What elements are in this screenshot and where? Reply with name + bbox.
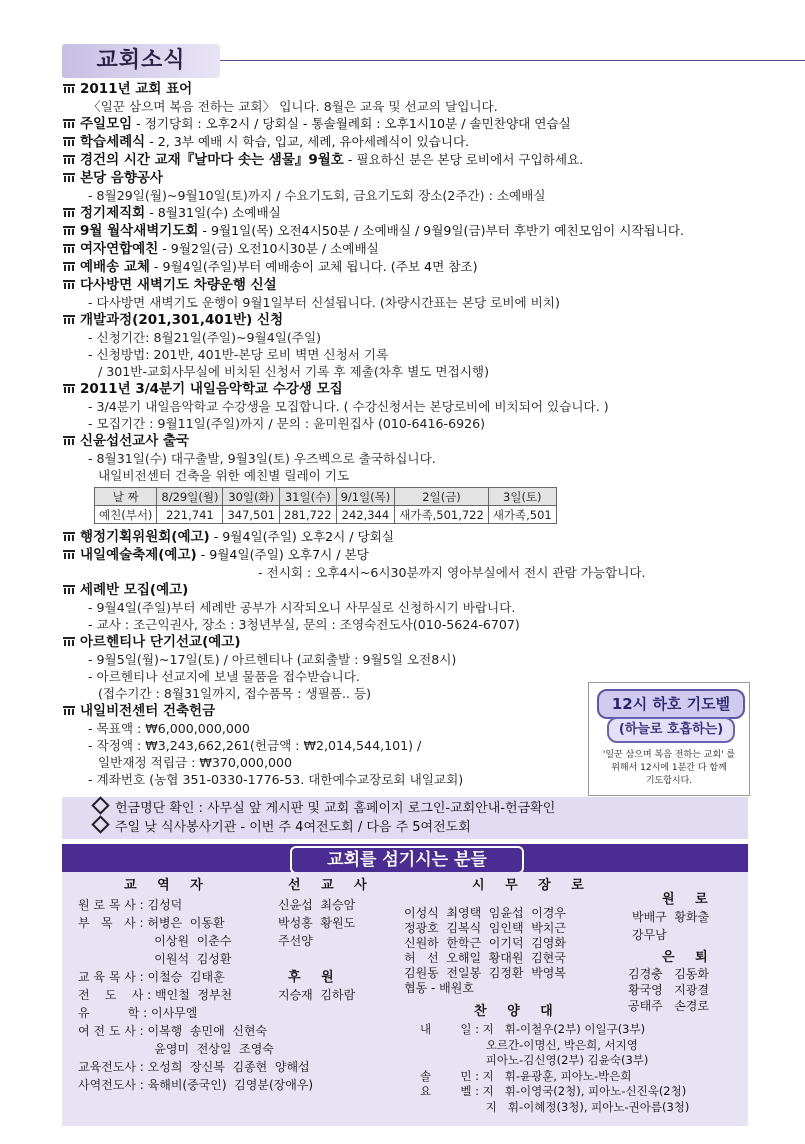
notice-line: 주일 낮 식사봉사기관 - 이번 주 4여전도회 / 다음 주 5여전도회	[62, 818, 748, 837]
bullet-icon	[63, 436, 75, 445]
table-cell: 새가족,501	[488, 506, 556, 524]
list-item: 유 학 : 이사무엘	[78, 1006, 198, 1020]
news-item-line: - 9월4일(주일)부터 세례반 공부가 시작되오니 사무실로 신청하시기 바랍니다.	[88, 600, 516, 615]
bullet-icon	[63, 208, 75, 217]
bullet-icon	[63, 550, 75, 559]
diamond-icon	[91, 815, 109, 833]
servers-title: 교회를 섬기시는 분들	[290, 846, 524, 874]
table-header-cell: 2일(금)	[395, 488, 489, 506]
news-item	[62, 546, 762, 581]
table-cell: 221,741	[157, 506, 223, 524]
table-cell: 새가족,501,722	[395, 506, 489, 524]
list-item: 박배구 황화출	[632, 910, 710, 924]
list-item: 부 목 사 : 허병은 이동환	[78, 916, 225, 930]
bullet-icon	[63, 384, 75, 393]
list-item: 이상원 이춘수	[78, 934, 232, 948]
news-item-subline: 일반재정 적립금 : ₩370,000,000	[98, 755, 292, 770]
news-item-heading: 세례반 모집(예고)	[62, 581, 762, 599]
news-item-heading: 개발과정(201,301,401반) 신청	[62, 311, 762, 329]
news-item-heading: 2011년 교회 표어	[62, 80, 762, 98]
bullet-icon	[63, 226, 75, 235]
list-item: 내 일 : 지 휘-이철우(2부) 이일구(3부)	[420, 1022, 646, 1036]
news-item-line: - 모집기간 : 9월11일(주일)까지 / 문의 : 윤미원집사 (010-6416-6926)	[88, 416, 486, 431]
bullet-icon	[63, 706, 75, 715]
news-item-line: 〈일꾼 삼으며 복음 전하는 교회〉 입니다. 8월은 교육 및 선교의 달입니다.	[88, 99, 498, 114]
list-item: 협동 - 배원호	[404, 981, 474, 995]
table-header-cell: 3일(토)	[488, 488, 556, 506]
retired-title: 은 퇴	[662, 950, 716, 965]
table-cell: 242,344	[336, 506, 395, 524]
news-item-subline: 내일비전센터 건축을 위한 예친별 릴레이 기도	[98, 468, 350, 483]
news-item-line: - 교사 : 조근익권사, 장소 : 3청년부실, 문의 : 조영숙전도사(010-5624-6707)	[88, 617, 520, 632]
news-item-line: - 다사방면 새벽기도 운행이 9월1일부터 신설됩니다. (차량시간표는 본당 로비에 비치)	[88, 295, 560, 310]
news-item	[62, 240, 762, 258]
support-title: 후 원	[288, 970, 342, 985]
bullet-icon	[63, 280, 75, 289]
bullet-icon	[63, 155, 75, 164]
news-item-heading: 내일비전센터 건축헌금	[62, 702, 762, 720]
news-item	[62, 133, 762, 151]
news-item	[62, 380, 762, 432]
news-item-line: - 계좌번호 (농협 351-0330-1776-53. 대한예수교장로회 내일교회)	[88, 772, 464, 787]
news-item	[62, 258, 762, 276]
news-item	[62, 115, 762, 133]
news-item	[62, 276, 762, 311]
table-header-cell: 8/29일(월)	[157, 488, 223, 506]
table-cell: 347,501	[223, 506, 280, 524]
list-item: 이성식 최영택 임윤섭 이경우	[404, 906, 566, 920]
news-item-heading: 다사방면 새벽기도 차량운행 신설	[62, 276, 762, 294]
list-item: 강무남	[632, 928, 667, 942]
news-item-line: - 8월31일(수) 대구출발, 9월3일(토) 우즈벡으로 출국하십니다.	[88, 451, 436, 466]
news-item-line: - 9월5일(월)~17일(토) / 아르헨티나 (교회출발 : 9월5일 오전8시)	[88, 652, 457, 667]
news-item-subline: (접수기간 : 8월31일까지, 접수품목 : 생필품.. 등)	[98, 686, 372, 701]
missionary-title: 선 교 사	[288, 878, 375, 893]
bullet-icon	[63, 585, 75, 594]
list-item: 이원석 김성환	[78, 952, 232, 966]
news-item-line: - 8월29일(월)~9월10일(토)까지 / 수요기도회, 금요기도회 장소(2주간) : 소예배실	[88, 188, 546, 203]
news-item-heading: 정기제직회 - 8월31일(수) 소예배실	[62, 204, 762, 222]
choir-list	[420, 1022, 689, 1115]
elder-list	[404, 906, 566, 996]
news-item-heading: 학습세례식 - 2, 3부 예배 시 학습, 입교, 세례, 유아세례식이 있습니다.	[62, 133, 762, 151]
section-title: 교회소식	[62, 44, 220, 78]
news-item	[62, 222, 762, 240]
news-item	[62, 204, 762, 222]
bullet-icon	[63, 262, 75, 271]
list-item: 신원하 한학근 이기덕 김영화	[404, 936, 566, 950]
staff-title: 교 역 자	[124, 878, 211, 893]
list-item: 교 육 목 사 : 이철승 김태훈	[78, 970, 225, 984]
news-item-line: - 신청기간: 8월21일(주일)~9월4일(주일)	[88, 330, 322, 345]
list-item: 요 벨 : 지 휘-이영국(2청), 피아노-신진욱(2청)	[420, 1084, 687, 1098]
news-item-subline: / 301반-교회사무실에 비치된 신청서 기록 후 제출(차후 별도 면접시행)	[98, 364, 489, 379]
news-item	[62, 80, 762, 115]
table-row	[95, 488, 557, 506]
news-item-indented-line: - 전시회 : 오후4시~6시30분까지 영아부실에서 전시 관람 가능합니다.	[258, 565, 646, 580]
news-item-line: - 아르헨티나 선교지에 보낼 물품을 접수받습니다.	[88, 669, 360, 684]
news-item-heading: 신윤섭선교사 출국	[62, 432, 762, 450]
news-header	[62, 44, 752, 80]
bullet-icon	[63, 119, 75, 128]
emeritus-list	[632, 908, 709, 944]
notice-line: 헌금명단 확인 : 사무실 앞 게시판 및 교회 홈페이지 로그인-교회안내-헌금확인	[62, 797, 748, 818]
list-item: 신윤섭 최승암	[278, 898, 356, 912]
table-header-cell: 날 짜	[95, 488, 157, 506]
news-item-heading: 여자연합예친 - 9월2일(금) 오전10시30분 / 소예배실	[62, 240, 762, 258]
elder-title: 시 무 장 로	[472, 878, 592, 893]
table-row	[95, 506, 557, 524]
news-item	[62, 311, 762, 380]
list-item: 오르간-이명신, 박은희, 서지영	[420, 1037, 638, 1052]
diamond-icon	[91, 796, 109, 814]
table-header-cell: 30일(화)	[223, 488, 280, 506]
prayer-bell-box	[588, 682, 750, 796]
news-item-heading: 2011년 3/4분기 내일음악학교 수강생 모집	[62, 380, 762, 398]
list-item: 공태주 손경로	[628, 999, 709, 1013]
news-item-line: - 작정액 : ₩3,243,662,261(헌금액 : ₩2,014,544,101) /	[88, 738, 422, 753]
bullet-icon	[63, 84, 75, 93]
list-item: 지 휘-이혜정(3청), 피아노-권아름(3청)	[420, 1099, 690, 1114]
list-item: 솔 민 : 지 휘-윤광훈, 피아노-박은희	[420, 1068, 632, 1083]
list-item: 교육전도사 : 오성희 장신복 김종현 양해섭	[78, 1060, 310, 1074]
missionary-list	[278, 896, 355, 950]
list-item: 여 전 도 사 : 이복행 송민애 신현숙	[78, 1024, 268, 1038]
list-item: 정광호 김복식 임인택 박치근	[404, 921, 566, 935]
news-item-line: - 신청방법: 201반, 401반-본당 로비 벽면 신청서 기록	[88, 347, 389, 362]
bullet-icon	[63, 244, 75, 253]
list-item: 전 도 사 : 백인철 정부천	[78, 988, 233, 1002]
table-cell: 281,722	[280, 506, 337, 524]
bell-title: 12시 하호 기도벨	[597, 689, 745, 719]
emeritus-title: 원 로	[662, 892, 716, 907]
list-item: 사역전도사 : 육해비(중국인) 김영분(장애우)	[78, 1078, 314, 1092]
choir-title: 찬 양 대	[474, 1004, 561, 1019]
list-item: 윤영미 전상일 조영숙	[78, 1042, 274, 1056]
news-item-line: - 목표액 : ₩6,000,000,000	[88, 721, 250, 736]
list-item: 김경충 김동화	[628, 967, 709, 981]
retired-list	[628, 966, 709, 1014]
news-item-heading: 주일모임 - 정기당회 : 오후2시 / 당회실 - 통솔월례회 : 오후1시10분 / 솔민찬양대 연습실	[62, 115, 762, 133]
bullet-icon	[63, 532, 75, 541]
relay-prayer-table	[94, 487, 557, 524]
news-item	[62, 169, 762, 204]
list-item: 주선양	[278, 934, 313, 948]
news-item	[62, 151, 762, 169]
news-item-heading: 행정기획위원회(예고) - 9월4일(주일) 오후2시 / 당회실	[62, 528, 762, 546]
news-item-heading: 예배송 교체 - 9월4일(주일)부터 예배송이 교체 됩니다. (주보 4면 참조)	[62, 258, 762, 276]
bullet-icon	[63, 637, 75, 646]
news-item	[62, 432, 762, 484]
support-list	[278, 986, 355, 1004]
news-item-heading: 아르헨티나 단기선교(예고)	[62, 633, 762, 651]
news-item	[62, 581, 762, 633]
news-item-line: - 3/4분기 내일음악학교 수강생을 모집합니다. ( 수강신청서는 본당로비에 비치되어 있습니다. )	[88, 399, 609, 414]
list-item: 황국영 지광결	[628, 983, 709, 997]
news-item-heading: 경건의 시간 교재『날마다 솟는 샘물』9월호 - 필요하신 분은 본당 로비에서 구입하세요.	[62, 151, 762, 169]
header-rule	[220, 60, 805, 61]
table-header-cell: 9/1일(목)	[336, 488, 395, 506]
servers-section	[62, 872, 748, 1126]
bell-description: '일꾼 삼으며 복음 전하는 교회' 를 위해서 12시에 1분간 다 함께 기도합시다.	[602, 750, 736, 786]
news-item-heading: 9월 월삭새벽기도회 - 9월1일(목) 오전4시50분 / 소예배실 / 9월9일(금)부터 후반기 예친모임이 시작됩니다.	[62, 222, 762, 240]
news-item-heading: 내일예술축제(예고) - 9월4일(주일) 오후7시 / 본당	[62, 546, 762, 564]
table-header-cell: 31일(수)	[280, 488, 337, 506]
list-item: 원 로 목 사 : 김성덕	[78, 898, 183, 912]
servers-banner	[62, 844, 748, 872]
list-item: 지승재 김하람	[278, 988, 356, 1002]
list-item: 김원동 전일봉 김정환 박영복	[404, 966, 566, 980]
list-item: 박성홍 황원도	[278, 916, 356, 930]
news-item	[62, 528, 762, 546]
list-item: 피아노-김신영(2부) 김윤숙(3부)	[420, 1053, 649, 1067]
news-item-heading: 본당 음향공사	[62, 169, 762, 187]
bullet-icon	[63, 315, 75, 324]
bell-subtitle: (하늘로 호흡하는)	[607, 717, 735, 743]
bullet-icon	[63, 173, 75, 182]
notice-band	[62, 797, 748, 839]
table-cell: 예친(부서)	[95, 506, 157, 524]
list-item: 허 선 오해일 황대원 김현국	[404, 951, 566, 965]
bullet-icon	[63, 137, 75, 146]
